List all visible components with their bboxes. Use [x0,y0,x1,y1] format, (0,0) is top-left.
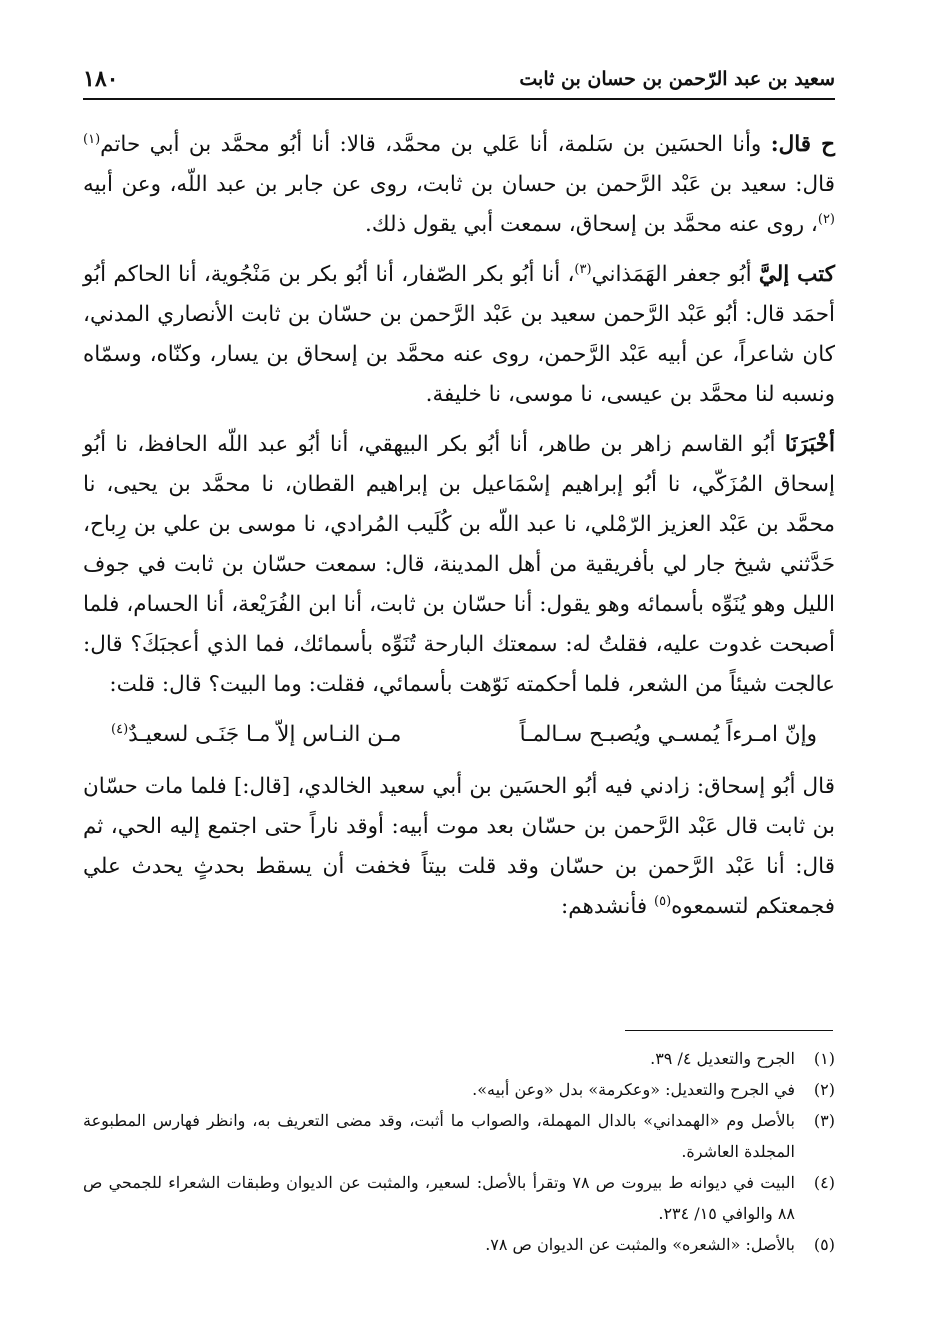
footnote-divider [625,1030,833,1031]
paragraph-3-text: أبُو القاسم زاهر بن طاهر، أنا أبُو بكر البيهقي، أنا أبُو عبد اللّه الحافظ، نا أبُو إسحاق المُزَكّي، نا أبُو إبراهيم إسْمَاعيل بن إبراهيم القطان، نا محمَّد بن يحيى، نا محمَّد بن عَبْد العزيز الرّمْلي، نا عبد اللّه بن كُلَيب المُرادي، نا موسى بن علي بن رِباح، حَدَّثني شيخ جار لي بأفريقية من أهل المدينة، قال: سمعت حسّان بن ثابت في جوف الليل وهو يُنَوِّه بأسمائه وهو يقول: أنا حسّان بن ثابت، أنا ابن الفُرَيْعة، أنا الحسام، فلما أصبحت غدوت عليه، فقلتُ له: سمعتك البارحة تُنَوِّه بأسمائك، فما الذي أعجبَكَ؟ قال: عالجت شيئاً من الشعر، فلما أحكمته نَوّهت بأسمائي، فقلت: وما البيت؟ قال: قلت: [83,432,835,697]
page-header [83,60,835,100]
footnote-number: (١) [813,1049,835,1068]
paragraph-1-lead: ح قال: [770,132,835,157]
footnotes-section [83,1043,835,1260]
footnote-ref-3[interactable]: (٣) [574,261,592,277]
footnote-ref-2[interactable]: (٢) [817,211,835,227]
main-text [83,125,835,937]
paragraph-4 [83,767,835,927]
verse-second-hemistich [111,715,401,755]
footnote-item [83,1229,835,1260]
paragraph-2-text-2: ، أنا أبُو بكر الصّفار، أنا أبُو بكر بن مَنْجُوية، أنا الحاكم أبُو أحمَد قال: أبُو عَبْد الرَّحمن سعيد بن عَبْد الرَّحمن بن حسّان بن ثابت الأنصاري المدني، كان شاعراً، عن أبيه عَبْد الرَّحمن، روى عنه محمَّد بن إسحاق بن يسار، وكنّاه، وسمّاه ونسبه لنا محمَّد بن عيسى، نا موسى، نا خليفة. [83,262,835,407]
paragraph-4-text-2: فأنشدهم: [560,894,654,919]
verse-second-hemistich-text: مـن النـاس إلاّ مـا جَنَـى لسعيـدٌ [128,722,402,747]
footnote-number: (٥) [813,1235,835,1254]
verse-first-hemistich: وإنّ امـرءاً يُمسـي ويُصبـح سـالمـاً [519,722,817,747]
poetry-verse [83,715,835,755]
footnote-text: بالأصل وم «الهمداني» بالدال المهملة، والصواب ما أثبت، وقد مضى التعريف به، وانظر فهارس المطبوعة المجلدة العاشرة. [83,1111,796,1161]
footnote-ref-4[interactable]: (٤) [111,721,129,737]
footnote-text: البيت في ديوانه ط بيروت ص ٧٨ وتقرأ بالأصل: لسعير، والمثبت عن الديوان وطبقات الشعراء للجمحي ص ٨٨ والوافي ١٥/ ٢٣٤. [83,1173,795,1223]
paragraph-2-text: أبُو جعفر الهَمَذاني [591,262,759,287]
paragraph-4-text: قال أبُو إسحاق: زادني فيه أبُو الحسَين بن أبي سعيد الخالدي، [قال:] فلما مات حسّان بن ثابت قال عَبْد الرَّحمن بن حسّان بعد موت أبيه: أوقد ناراً حتى اجتمع إليه الحي، ثم قال: أنا عَبْد الرَّحمن بن حسّان وقد قلت بيتاً فخفت أن يسقط بحدثٍ يحدث علي فجمعتكم لتسمعوه [83,774,835,919]
footnote-item [83,1074,835,1105]
running-title: سعيد بن عبد الرّحمن بن حسان بن ثابت [519,68,835,90]
footnote-number: (٣) [813,1111,835,1130]
footnote-ref-1[interactable]: (١) [83,131,101,147]
paragraph-1 [83,125,835,245]
paragraph-1-text: وأنا الحسَين بن سَلمة، أنا عَلي بن محمَّد، قالا: أنا أبُو محمَّد بن أبي حاتم [100,132,771,157]
footnote-number: (٤) [813,1173,835,1192]
paragraph-3 [83,425,835,705]
footnote-text: في الجرح والتعديل: «وعكرمة» بدل «وعن أبيه». [472,1080,795,1099]
footnote-text: بالأصل: «الشعره» والمثبت عن الديوان ص ٧٨. [485,1235,795,1254]
paragraph-1-text-3: ، روى عنه محمَّد بن إسحاق، سمعت أبي يقول ذلك. [365,212,818,237]
footnote-ref-5[interactable]: (٥) [654,893,672,909]
footnote-number: (٢) [813,1080,835,1099]
footnote-item [83,1043,835,1074]
footnote-item [83,1167,835,1229]
paragraph-3-lead: أخْبَرَنَا [784,432,835,457]
footnote-text: الجرح والتعديل ٤/ ٣٩. [650,1049,795,1068]
paragraph-2 [83,255,835,415]
page-number: ١٨٠ [83,66,119,92]
paragraph-2-lead: كتب إليَّ [758,262,836,287]
paragraph-1-text-2: قال: سعيد بن عَبْد الرَّحمن بن حسان بن ثابت، روى عن جابر بن عبد اللّه، وعن أبيه [83,172,835,197]
footnote-item [83,1105,835,1167]
